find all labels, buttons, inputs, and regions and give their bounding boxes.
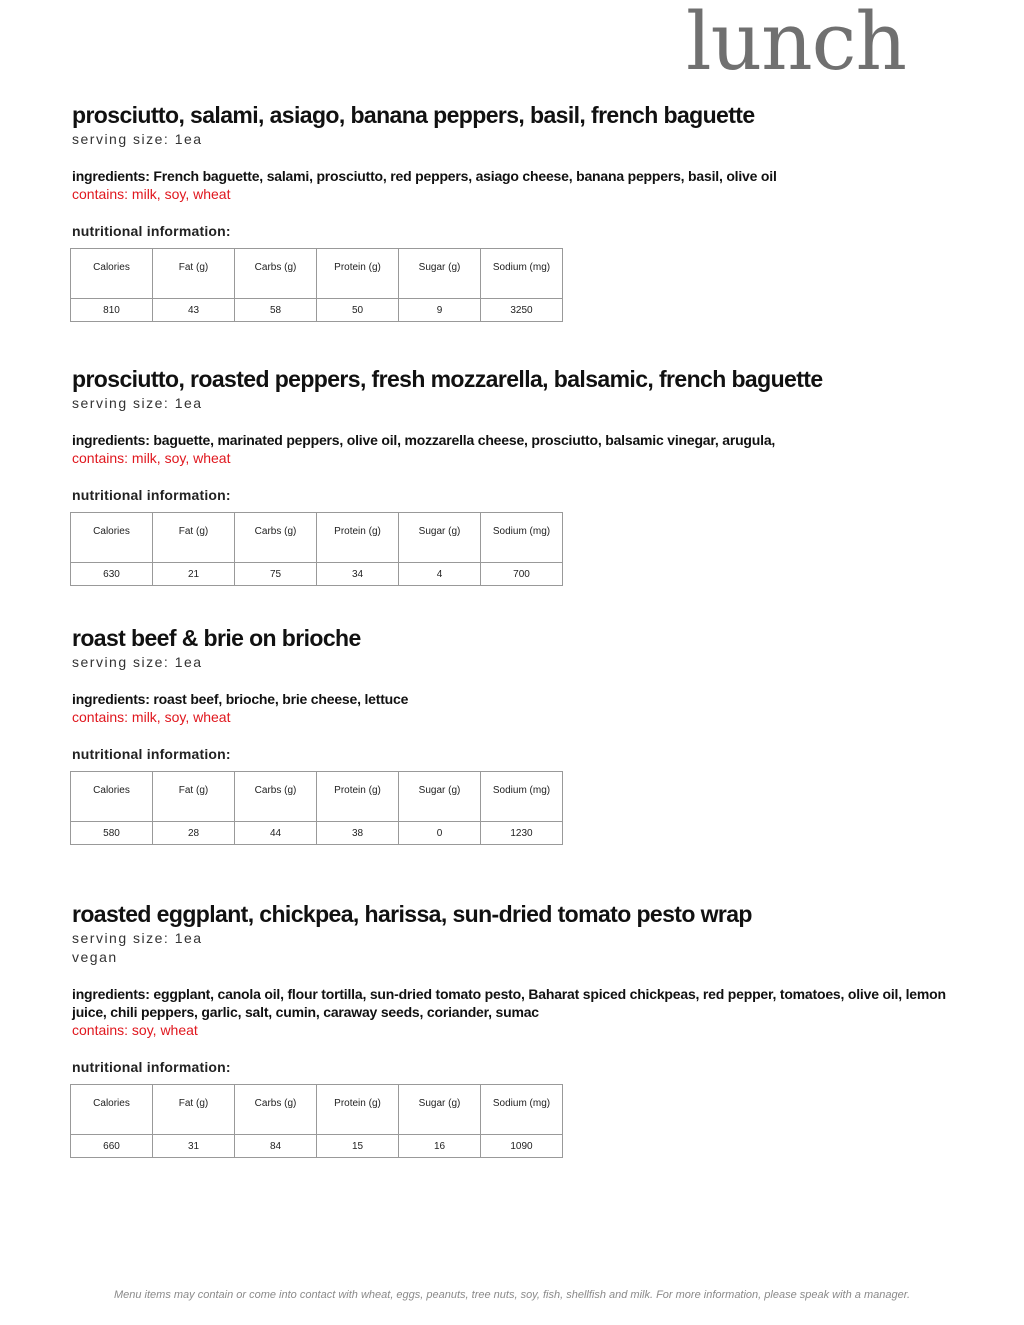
value-cell: 34 <box>317 563 399 586</box>
allergen-disclaimer: Menu items may contain or come into contact with wheat, eggs, peanuts, tree nuts, soy, fish, shellfish and milk. For more information, please speak with a manager. <box>113 1289 911 1301</box>
page-title: lunch <box>686 0 906 88</box>
nutrition-table <box>70 248 563 322</box>
nutrition-label: nutritional information: <box>72 223 231 239</box>
value-cell: 1230 <box>481 822 563 845</box>
header-cell: Carbs (g) <box>235 772 317 822</box>
ingredients: ingredients: baguette, marinated peppers, olive oil, mozzarella cheese, prosciutto, balsamic vinegar, arugula, <box>72 432 776 448</box>
header-cell: Sodium (mg) <box>481 249 563 299</box>
header-cell: Protein (g) <box>317 772 399 822</box>
nutrition-table <box>70 1084 563 1158</box>
header-cell: Protein (g) <box>317 513 399 563</box>
serving-size: serving size: 1ea <box>72 654 203 670</box>
header-cell: Calories <box>71 249 153 299</box>
value-cell: 50 <box>317 299 399 322</box>
header-cell: Sodium (mg) <box>481 513 563 563</box>
value-cell: 31 <box>153 1135 235 1158</box>
menu-item <box>72 100 972 322</box>
ingredients: ingredients: eggplant, canola oil, flour tortilla, sun-dried tomato pesto, Baharat spiced chickpeas, red pepper, tomatoes, olive oil, lemon juice, chili peppers, garlic, salt, cumin, caraway seeds, coriander, sumac <box>72 986 946 1020</box>
header-cell: Sodium (mg) <box>481 772 563 822</box>
value-cell: 580 <box>71 822 153 845</box>
value-cell: 3250 <box>481 299 563 322</box>
header-cell: Carbs (g) <box>235 249 317 299</box>
ingredients: ingredients: roast beef, brioche, brie cheese, lettuce <box>72 691 409 707</box>
allergens: contains: milk, soy, wheat <box>72 709 231 725</box>
header-cell: Calories <box>71 1085 153 1135</box>
item-name: roasted eggplant, chickpea, harissa, sun-dried tomato pesto wrap <box>72 901 752 927</box>
header-cell: Sugar (g) <box>399 772 481 822</box>
header-cell: Fat (g) <box>153 1085 235 1135</box>
serving-size: serving size: 1ea <box>72 930 203 946</box>
value-cell: 38 <box>317 822 399 845</box>
diet-tag: vegan <box>72 949 118 965</box>
item-name: prosciutto, salami, asiago, banana peppers, basil, french baguette <box>72 102 755 128</box>
serving-size: serving size: 1ea <box>72 131 203 147</box>
nutrition-table <box>70 771 563 845</box>
header-cell: Calories <box>71 513 153 563</box>
item-name: prosciutto, roasted peppers, fresh mozzarella, balsamic, french baguette <box>72 366 823 392</box>
value-cell: 0 <box>399 822 481 845</box>
menu-item <box>72 364 972 586</box>
value-cell: 15 <box>317 1135 399 1158</box>
allergens: contains: milk, soy, wheat <box>72 186 231 202</box>
header-cell: Sugar (g) <box>399 1085 481 1135</box>
value-cell: 9 <box>399 299 481 322</box>
nutrition-table <box>70 512 563 586</box>
nutrition-label: nutritional information: <box>72 746 231 762</box>
menu-item <box>72 899 972 1158</box>
value-cell: 16 <box>399 1135 481 1158</box>
header-cell: Calories <box>71 772 153 822</box>
header-cell: Fat (g) <box>153 513 235 563</box>
header-cell: Sugar (g) <box>399 249 481 299</box>
allergens: contains: soy, wheat <box>72 1022 198 1038</box>
header-cell: Sodium (mg) <box>481 1085 563 1135</box>
value-cell: 75 <box>235 563 317 586</box>
header-cell: Carbs (g) <box>235 1085 317 1135</box>
value-cell: 630 <box>71 563 153 586</box>
value-cell: 1090 <box>481 1135 563 1158</box>
value-cell: 660 <box>71 1135 153 1158</box>
header-cell: Carbs (g) <box>235 513 317 563</box>
value-cell: 58 <box>235 299 317 322</box>
nutrition-label: nutritional information: <box>72 487 231 503</box>
value-cell: 700 <box>481 563 563 586</box>
value-cell: 43 <box>153 299 235 322</box>
header-cell: Fat (g) <box>153 772 235 822</box>
menu-item <box>72 623 972 845</box>
serving-size: serving size: 1ea <box>72 395 203 411</box>
item-name: roast beef & brie on brioche <box>72 625 361 651</box>
ingredients: ingredients: French baguette, salami, prosciutto, red peppers, asiago cheese, banana peppers, basil, olive oil <box>72 168 777 184</box>
header-cell: Fat (g) <box>153 249 235 299</box>
header-cell: Sugar (g) <box>399 513 481 563</box>
value-cell: 84 <box>235 1135 317 1158</box>
value-cell: 810 <box>71 299 153 322</box>
header-cell: Protein (g) <box>317 249 399 299</box>
value-cell: 44 <box>235 822 317 845</box>
value-cell: 21 <box>153 563 235 586</box>
header-cell: Protein (g) <box>317 1085 399 1135</box>
value-cell: 28 <box>153 822 235 845</box>
allergens: contains: milk, soy, wheat <box>72 450 231 466</box>
nutrition-label: nutritional information: <box>72 1059 231 1075</box>
value-cell: 4 <box>399 563 481 586</box>
